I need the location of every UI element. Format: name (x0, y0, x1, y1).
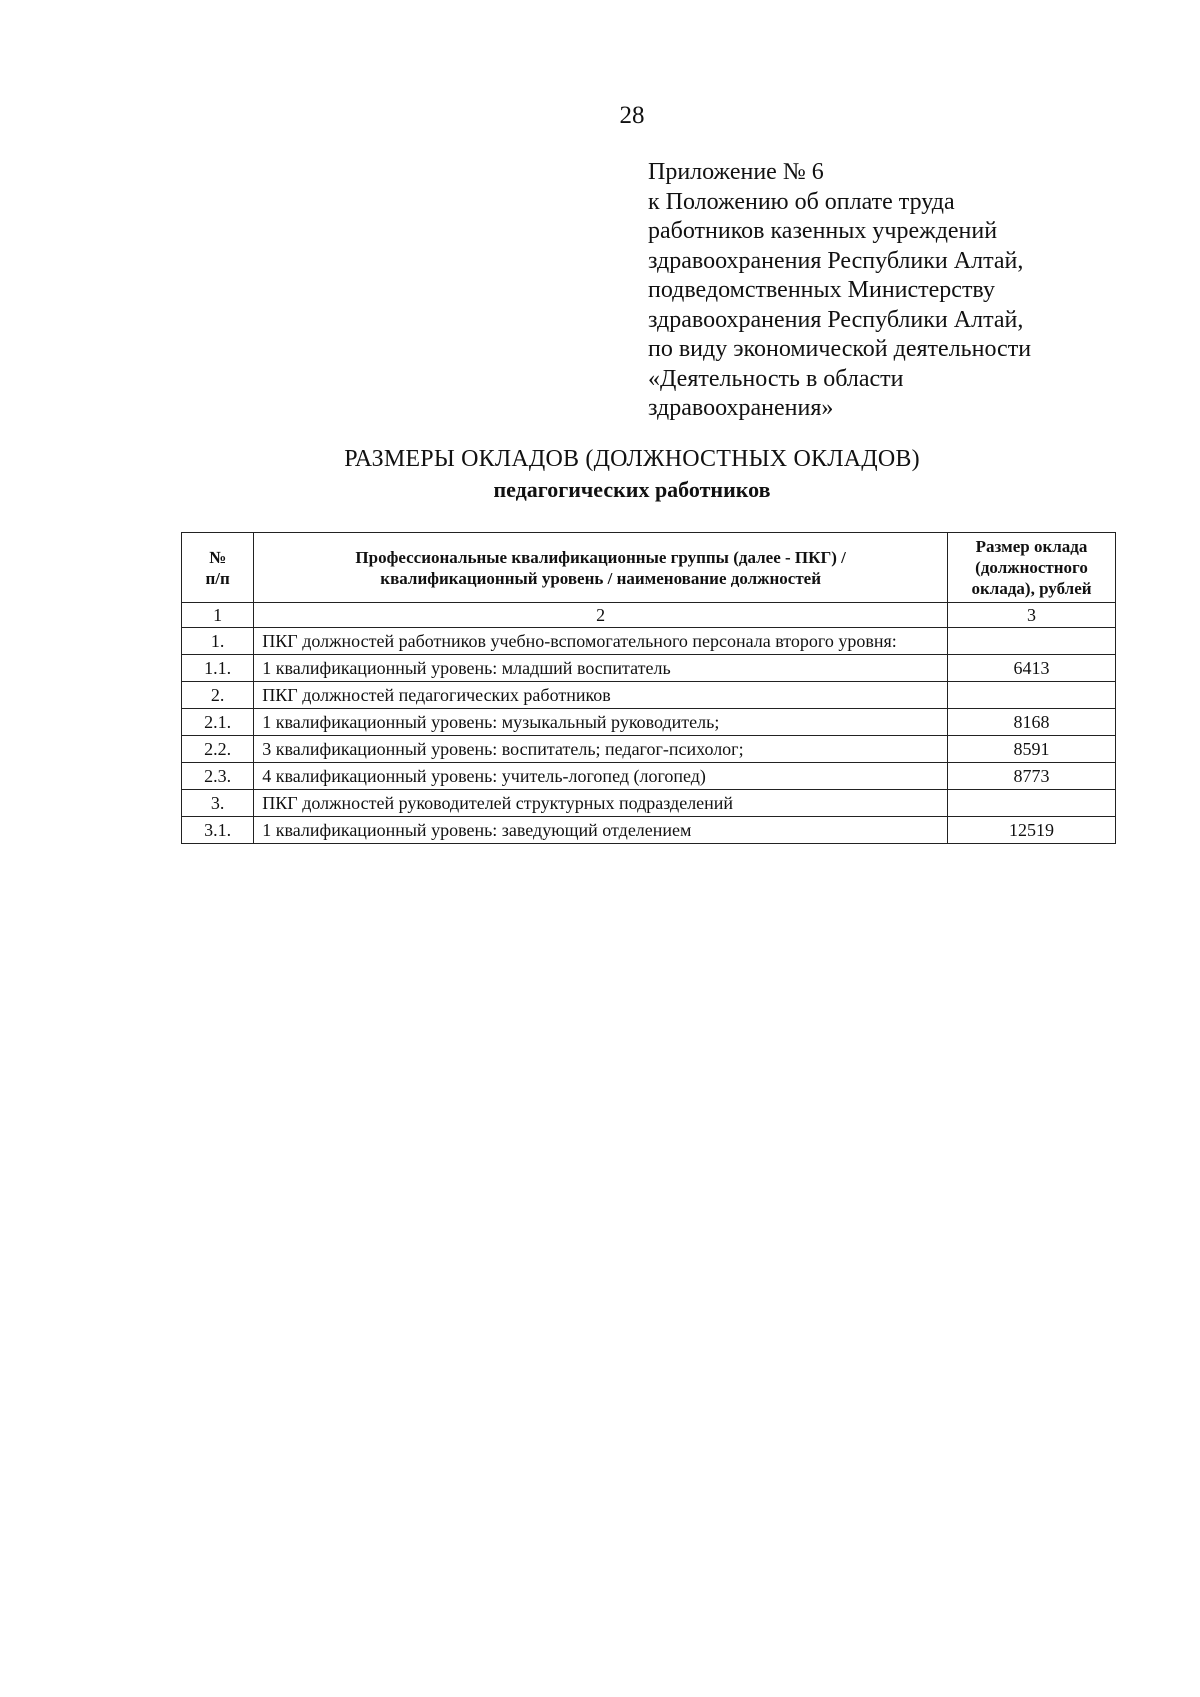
row-number: 2.1. (182, 709, 254, 736)
row-name: 1 квалификационный уровень: заведующий отделением (254, 817, 948, 844)
table-row (182, 763, 1116, 790)
document-title: РАЗМЕРЫ ОКЛАДОВ (ДОЛЖНОСТНЫХ ОКЛАДОВ) (344, 446, 920, 472)
row-number: 3. (182, 790, 254, 817)
appendix-line: здравоохранения Республики Алтай, (648, 306, 1024, 333)
header-number-line: п/п (205, 568, 230, 588)
appendix-line: здравоохранения» (648, 395, 834, 421)
row-number: 2.2. (182, 736, 254, 763)
row-name: 4 квалификационный уровень: учитель-логопед (логопед) (254, 763, 948, 790)
row-number: 1. (182, 628, 254, 655)
appendix-line: работников казенных учреждений (648, 218, 998, 244)
appendix-line: к Положению об оплате труда (648, 188, 955, 215)
row-amount: 8168 (948, 709, 1116, 736)
appendix-header (648, 158, 1148, 424)
row-amount: 12519 (948, 817, 1116, 844)
table-row (182, 790, 1116, 817)
row-name: 1 квалификационный уровень: младший воспитатель (254, 655, 948, 682)
appendix-line: по виду экономической деятельности (648, 336, 1032, 362)
header-name-line: квалификационный уровень / наименование должностей (380, 568, 822, 588)
header-amount-line: Размер оклада (975, 537, 1088, 556)
row-amount: 8591 (948, 736, 1116, 763)
row-number: 2.3. (182, 763, 254, 790)
appendix-line: «Деятельность в области (648, 365, 904, 392)
row-number: 1.1. (182, 655, 254, 682)
header-number-line: № (209, 547, 227, 567)
row-amount (948, 682, 1116, 709)
table-row (182, 709, 1116, 736)
header-amount (948, 533, 1116, 603)
row-name: 3 квалификационный уровень: воспитатель; педагог-психолог; (254, 736, 948, 763)
appendix-line: здравоохранения Республики Алтай, (648, 247, 1024, 274)
page-number: 28 (619, 102, 645, 129)
row-amount (948, 790, 1116, 817)
row-amount (948, 628, 1116, 655)
table-row (182, 628, 1116, 655)
table-header-row (182, 533, 1116, 603)
row-amount: 6413 (948, 655, 1116, 682)
row-name: 1 квалификационный уровень: музыкальный руководитель; (254, 709, 948, 736)
row-amount: 8773 (948, 763, 1116, 790)
column-index-row (182, 603, 1116, 628)
table-row (182, 736, 1116, 763)
column-index-cell: 1 (182, 603, 254, 628)
row-name: ПКГ должностей руководителей структурных подразделений (254, 790, 948, 817)
column-index-cell: 3 (948, 603, 1116, 628)
header-amount-line: (должностного (975, 558, 1088, 577)
header-name-line: Профессиональные квалификационные группы (далее - ПКГ) / (355, 547, 846, 567)
table-row (182, 682, 1116, 709)
column-index-cell: 2 (254, 603, 948, 628)
row-number: 2. (182, 682, 254, 709)
row-number: 3.1. (182, 817, 254, 844)
appendix-line: подведомственных Министерству (648, 277, 995, 303)
table-row (182, 655, 1116, 682)
appendix-line: Приложение № 6 (648, 159, 824, 185)
row-name: ПКГ должностей работников учебно-вспомогательного персонала второго уровня: (254, 628, 948, 655)
salary-table (181, 532, 1116, 844)
header-number (182, 533, 254, 603)
document-subtitle: педагогических работников (493, 477, 771, 502)
header-name (254, 533, 948, 603)
header-amount-line: оклада), рублей (971, 579, 1092, 598)
table-row (182, 817, 1116, 844)
row-name: ПКГ должностей педагогических работников (254, 682, 948, 709)
